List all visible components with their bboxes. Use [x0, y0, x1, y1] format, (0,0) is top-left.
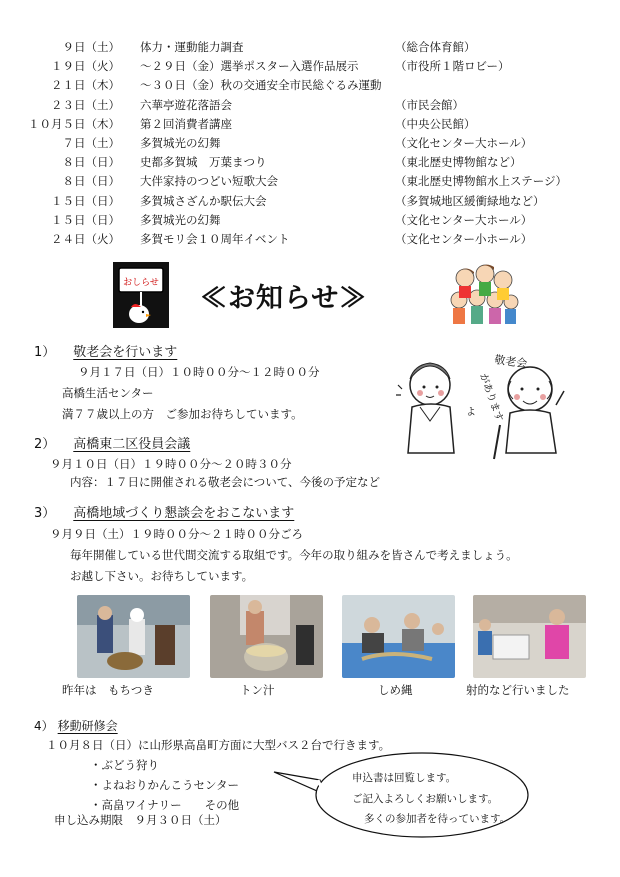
schedule-row — [0, 230, 600, 248]
schedule-row — [0, 153, 600, 171]
notice-banner-title: ≪お知らせ≫ — [200, 283, 368, 314]
s3-line-2: 毎年開催している世代間交流する取組です。今年の取り組みを皆さんで考えましょう。 — [70, 548, 518, 562]
schedule-row — [0, 192, 600, 210]
schedule-row — [0, 211, 600, 229]
schedule-row — [0, 134, 600, 152]
schedule-place: （文化センター大ホール） — [395, 212, 533, 227]
schedule-place: （多賀城地区緩衝緑地など） — [395, 193, 545, 208]
section-1-heading — [34, 341, 177, 360]
section-2-title: 高橋東二区役員会議 — [73, 437, 191, 452]
schedule-date: １５日（日） — [51, 193, 120, 208]
schedule-row — [0, 115, 600, 133]
schedule-event: 六華亭遊花落語会 — [140, 97, 232, 112]
schedule-event: 多賀城光の幻舞 — [140, 136, 221, 150]
section-2-number: 2） — [34, 437, 56, 452]
shateki-photo — [473, 595, 586, 678]
schedule-row — [0, 96, 600, 114]
s3-line-3: お越し下さい。お待ちしています。 — [70, 569, 254, 583]
s4-line-1: １０月８日（日）に山形県高畠町方面に大型バス２台で行きます。 — [46, 738, 391, 752]
schedule-date: ７日（土） — [62, 136, 120, 150]
section-3-title: 高橋地域づくり懇談会をおこないます — [73, 506, 295, 521]
schedule-place: （中央公民館） — [395, 116, 476, 131]
schedule-place: （東北歴史博物館など） — [395, 155, 522, 170]
schedule-event: 多賀城光の幻舞 — [140, 212, 221, 227]
schedule-event: 多賀モリ会１０周年イベント — [140, 232, 290, 246]
photo-caption-4: 射的など行いました — [466, 683, 570, 697]
shimenawa-photo — [342, 595, 455, 678]
speech-line-2: があります — [477, 372, 505, 424]
s4-item-2: ・よねおりかんこうセンター — [90, 778, 240, 792]
bubble-line-3: 多くの参加者を待っています。 — [364, 813, 511, 825]
bubble-line-1: 申込書は回覧します。 — [352, 772, 457, 784]
s2-line-1: ９月１０日（日）１９時００分～２０時３０分 — [50, 457, 292, 471]
schedule-place: （市役所１階ロビー） — [395, 59, 510, 74]
s1-line-3: 満７７歳以上の方 ご参加お待ちしています。 — [62, 407, 303, 421]
mochitsuki-photo — [77, 595, 190, 678]
schedule-event: 多賀城さざんか駅伝大会 — [140, 193, 267, 208]
section-3-heading — [34, 502, 294, 521]
schedule-event: ～２９日（金）選挙ポスター入選作品展示 — [140, 59, 359, 74]
speech-line-1: 敬老会 — [493, 353, 529, 371]
s2-line-2: 内容：１７日に開催される敬老会について、今後の予定など — [70, 475, 381, 489]
schedule-place: （文化センター小ホール） — [395, 232, 533, 246]
photo-caption-2: トン汁 — [240, 683, 275, 697]
family-group-illustration — [445, 262, 520, 334]
tonjiru-photo — [210, 595, 323, 678]
schedule-date: ２４日（火） — [51, 232, 120, 246]
oshirase-sign-illustration — [113, 262, 169, 328]
schedule-event: 体力・運動能力調査 — [140, 40, 244, 54]
schedule-row — [0, 172, 600, 190]
schedule-row — [0, 38, 600, 56]
schedule-event: 大伴家持のつどい短歌大会 — [140, 174, 278, 189]
section-4-title: 移動研修会 — [57, 719, 118, 733]
photo-caption-1: 昨年は もちつき — [62, 683, 154, 697]
s4-item-1: ・ぶどう狩り — [90, 758, 159, 772]
schedule-row — [0, 57, 600, 75]
schedule-date: ２１日（木） — [51, 78, 120, 93]
s4-item-3: ・高畠ワイナリー その他 — [90, 798, 240, 812]
schedule-date: ９日（土） — [62, 40, 120, 54]
s1-line-1: ９月１７日（日）１０時００分～１２時００分 — [78, 365, 320, 379]
bubble-line-2: ご記入よろしくお願いします。 — [352, 793, 499, 805]
section-4-number: 4） — [34, 719, 54, 733]
s1-line-2: 高橋生活センター — [62, 386, 154, 400]
schedule-place: （文化センター大ホール） — [395, 136, 533, 150]
schedule-row — [0, 76, 600, 94]
section-1-number: 1） — [34, 345, 56, 360]
s4-deadline: 申し込み期限 ９月３０日（土） — [54, 813, 227, 827]
section-2-heading — [34, 433, 190, 452]
speech-line-3: よ — [466, 407, 476, 418]
s3-line-1: ９月９日（土）１９時００分～２１時００分ごろ — [50, 527, 303, 541]
photo-caption-3: しめ縄 — [378, 683, 413, 697]
schedule-place: （東北歴史博物館水上ステージ） — [395, 174, 568, 189]
schedule-date: １０月５日（木） — [28, 116, 120, 131]
schedule-date: ８日（日） — [62, 155, 120, 170]
schedule-event: ～３０日（金）秋の交通安全市民総ぐるみ運動 — [140, 78, 382, 93]
schedule-date: １９日（火） — [51, 59, 120, 74]
elderly-couple-illustration — [390, 345, 570, 463]
schedule-place: （市民会館） — [395, 97, 464, 112]
speech-bubble — [312, 750, 530, 838]
section-4-heading — [34, 717, 118, 734]
schedule-date: １５日（日） — [51, 212, 120, 227]
schedule-place: （総合体育館） — [395, 40, 476, 54]
schedule-event: 第２回消費者講座 — [140, 116, 232, 131]
section-1-title: 敬老会を行います — [73, 345, 178, 360]
sign-label: おしらせ — [123, 278, 159, 288]
schedule-date: ８日（日） — [62, 174, 120, 189]
schedule-event: 史都多賀城 万葉まつり — [140, 155, 267, 170]
schedule-date: ２３日（土） — [51, 97, 120, 112]
section-3-number: 3） — [34, 506, 56, 521]
